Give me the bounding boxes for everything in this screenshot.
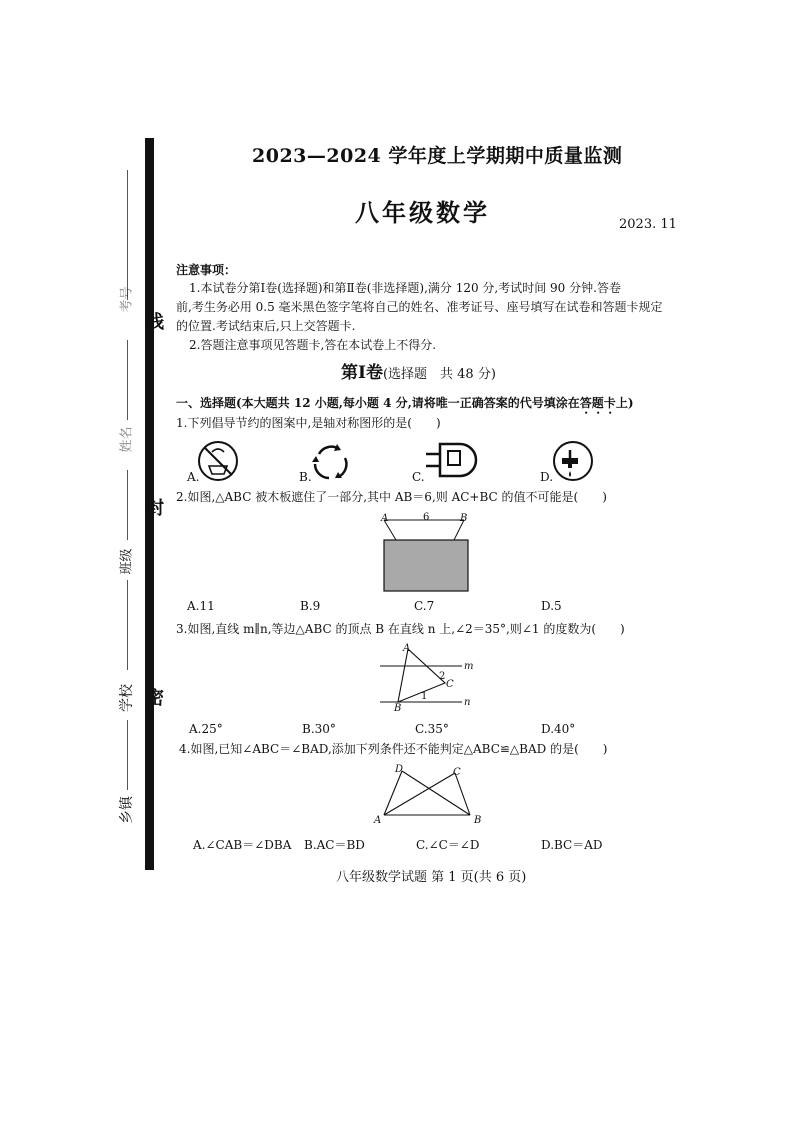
notice-line-2: 前,考生务必用 0.5 毫米黑色签字笔将自己的姓名、准考证号、座号填写在试卷和答题卡规定 (176, 300, 663, 314)
q4-label-d: D (395, 764, 404, 775)
recycle-icon (309, 440, 351, 482)
q3-label-c: C (446, 679, 454, 690)
q1-stem: 1.下列倡导节约的图案中,是轴对称图形的是( ) (176, 416, 441, 430)
label-xuexiao: 学校 (119, 684, 135, 712)
binding-xian: 线 (146, 312, 164, 333)
water-tap-icon (552, 440, 594, 482)
q3-option-b: B.30° (302, 722, 336, 736)
q2-label-b: B (460, 513, 468, 524)
q2-option-b: B.9 (300, 599, 321, 613)
part1-heading (176, 396, 634, 417)
label-kaohao: 考号 (119, 286, 135, 313)
section-title-sub: (选择题 共 48 分) (382, 367, 496, 382)
q4-label-c: C (453, 767, 461, 778)
exam-title: 2023—2024 学年度上学期期中质量监测 (252, 145, 623, 167)
blank-line-2 (127, 340, 128, 420)
notice-line-3: 的位置.考试结束后,只上交答题卡. (176, 319, 356, 333)
plug-icon (424, 440, 478, 480)
label-xiaozhen: 乡镇 (119, 796, 135, 824)
notice-line-4: 2.答题注意事项见答题卡,答在本试卷上不得分. (189, 338, 437, 352)
q3-stem: 3.如图,直线 m∥n,等边△ABC 的顶点 B 在直线 n 上,∠2＝35°,则∠1 的度数为( ) (176, 622, 625, 636)
q3-option-d: D.40° (541, 722, 576, 736)
label-xingming: 姓名 (119, 426, 135, 453)
notice-heading: 注意事项： (176, 263, 237, 277)
q3-label-b: B (394, 703, 402, 714)
q2-label-a: A (381, 513, 389, 524)
section-title-main: 第Ⅰ卷 (341, 363, 383, 383)
section-title (341, 363, 496, 383)
q2-option-d: D.5 (541, 599, 562, 613)
q3-label-a: A (403, 643, 411, 654)
q4-option-b: B.AC＝BD (304, 838, 365, 852)
q3-option-c: C.35° (415, 722, 449, 736)
page-footer: 八年级数学试题 第 1 页(共 6 页) (336, 870, 527, 885)
q3-label-n: n (464, 697, 471, 708)
blank-line-4 (127, 580, 128, 670)
notice-line-1: 1.本试卷分第Ⅰ卷(选择题)和第Ⅱ卷(非选择题),满分 120 分,考试时间 90 分钟.答卷 (189, 281, 621, 295)
q4-label-b: B (474, 815, 482, 826)
q4-stem: 4.如图,已知∠ABC＝∠BAD,添加下列条件还不能判定△ABC≌△BAD 的是( ) (179, 742, 608, 756)
q4-option-d: D.BC＝AD (541, 838, 603, 852)
q4-option-a: A.∠CAB＝∠DBA (193, 838, 292, 852)
blank-line-5 (127, 720, 128, 790)
no-waste-icon (197, 440, 239, 482)
blank-line-1 (127, 170, 128, 300)
q4-figure (376, 763, 486, 823)
q4-label-a: A (374, 815, 382, 826)
q4-option-c: C.∠C＝∠D (416, 838, 480, 852)
subject-title: 八年级数学 (355, 198, 490, 227)
q3-label-2: 2 (439, 671, 446, 682)
q2-stem: 2.如图,△ABC 被木板遮住了一部分,其中 AB＝6,则 AC+BC 的值不可能是( ) (176, 490, 607, 504)
part1-heading-a: 一、选择题(本大题共 12 小题,每小题 4 分,请将唯一正确答案的代号填涂在 (176, 396, 580, 410)
part1-heading-b: 答题卡 (579, 396, 616, 410)
q1-option-b: B. (299, 470, 312, 484)
binding-mi: 密 (146, 688, 164, 709)
exam-date: 2023. 11 (619, 217, 677, 232)
q2-option-a: A.11 (187, 599, 215, 613)
q2-label-6: 6 (423, 512, 430, 523)
q2-option-c: C.7 (414, 599, 435, 613)
part1-heading-c: 上) (615, 396, 634, 410)
blank-line-3 (127, 470, 128, 540)
binding-feng: 封 (146, 498, 164, 519)
q3-label-m: m (464, 661, 474, 672)
label-banji: 班级 (119, 548, 135, 575)
q3-label-1: 1 (421, 691, 428, 702)
q1-option-c: C. (412, 470, 425, 484)
q1-option-d: D. (540, 470, 554, 484)
q3-option-a: A.25° (189, 722, 223, 736)
q1-option-a: A. (187, 470, 200, 484)
